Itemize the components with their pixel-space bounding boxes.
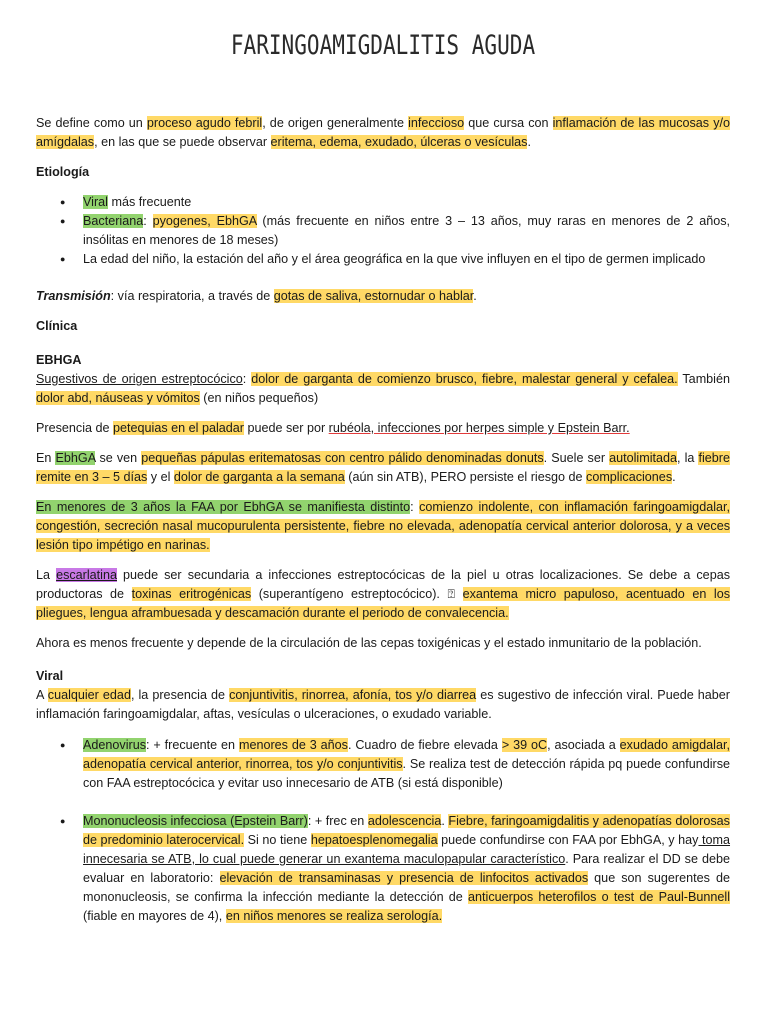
highlight: En menores de 3 años la FAA por EbhGA se manifiesta distinto: [36, 500, 411, 514]
text: puede ser secundaria a infecciones estreptocócicas de la piel u otras localizaciones. Se debe a cepas productoras de: [36, 568, 730, 601]
ebhga-paragraph-1: [36, 370, 730, 408]
text: , la: [677, 451, 699, 465]
text: La: [36, 568, 57, 582]
subsection-heading-ebhga: EBHGA: [36, 353, 82, 367]
text: Presencia de: [36, 421, 114, 435]
text: que cursa con: [464, 116, 553, 130]
highlight: exantema micro papuloso, acentuado en los pliegues, lengua aframbuesada y descamación durante el periodo de convalecencia.: [36, 587, 730, 620]
highlight: adolescencia: [367, 814, 442, 828]
text: : vía respiratoria, a través de: [110, 289, 274, 303]
text: puede ser por: [243, 421, 329, 435]
viral-list: [36, 736, 730, 926]
text: , en las que se puede observar: [94, 135, 271, 149]
highlight: petequias en el paladar: [113, 421, 244, 435]
text: .: [527, 135, 531, 149]
list-item: [83, 212, 730, 250]
highlight: cualquier edad: [47, 688, 131, 702]
highlight: exudado amigdalar, adenopatía cervical anterior, rinorrea, tos y/o conjuntivitis: [83, 738, 730, 771]
highlight: escarlatina: [56, 568, 117, 582]
section-heading-clinica: Clínica: [36, 319, 78, 333]
text: [455, 587, 463, 601]
text: (más frecuente en niños entre 3 – 13 años, muy raras en menores de 2 años, insólitas en menores de 18 meses): [83, 214, 731, 247]
text: , de origen generalmente: [262, 116, 409, 130]
text: : + frec en: [307, 814, 368, 828]
subsection-heading-viral: Viral: [36, 669, 64, 683]
text: La edad del niño, la estación del año y el área geográfica en la que vive influyen en el tipo de germen implicado: [83, 252, 706, 266]
text: :: [242, 372, 252, 386]
highlight: autolimitada: [609, 451, 678, 465]
highlight: > 39 oC: [501, 738, 548, 752]
text: se ven: [95, 451, 142, 465]
text: :: [143, 214, 153, 228]
text: . Cuadro de fiebre elevada: [347, 738, 502, 752]
highlight: conjuntivitis, rinorrea, afonía, tos y/o diarrea: [229, 688, 477, 702]
ebhga-paragraph-5: [36, 566, 730, 623]
missing-glyph-icon: ⍰: [447, 587, 456, 601]
highlight: Mononucleosis infecciosa (Epstein Barr): [83, 814, 308, 828]
highlight: proceso agudo febril: [146, 116, 263, 130]
ebhga-paragraph-4: [36, 498, 730, 555]
underlined-text: Sugestivos de origen estreptocócico: [36, 372, 243, 386]
text: (superantígeno estreptocócico).: [251, 587, 448, 601]
ebhga-paragraph-2: [36, 419, 730, 438]
section-heading-etiologia: Etiología: [36, 165, 90, 179]
intro-paragraph: [36, 114, 730, 152]
highlight: dolor abd, náuseas y vómitos: [36, 391, 200, 405]
highlight: fiebre remite en 3 – 5 días: [36, 451, 730, 484]
highlight: pyogenes, EbhGA: [152, 214, 257, 228]
etiologia-list: [36, 193, 730, 269]
text: : + frecuente en: [146, 738, 239, 752]
text: más frecuente: [107, 195, 192, 209]
highlight: pequeñas pápulas eritematosas con centro pálido denominadas donuts: [141, 451, 544, 465]
ebhga-paragraph-3: [36, 449, 730, 487]
highlight: dolor de garganta a la semana: [173, 470, 345, 484]
label: Transmisión: [36, 289, 111, 303]
highlight: en niños menores se realiza serología.: [225, 909, 443, 923]
text: (en niños pequeños): [199, 391, 319, 405]
highlight: complicaciones: [586, 470, 673, 484]
highlight: Adenovirus: [83, 738, 147, 752]
highlight: Viral: [83, 195, 108, 209]
underlined-text: toma innecesaria se ATB, lo cual puede generar un exantema maculopapular característico: [83, 833, 731, 866]
highlight: Fiebre, faringoamigdalitis y adenopatías dolorosas de predominio laterocervical.: [83, 814, 730, 847]
red-underlined-text: rubéola, infecciones por herpes simple y Epstein Barr.: [328, 421, 630, 435]
viral-paragraph-1: [36, 686, 730, 724]
text: , asociada a: [547, 738, 620, 752]
text: , la presencia de: [130, 688, 230, 702]
list-item: [83, 250, 730, 269]
text: A: [36, 688, 48, 702]
list-item: [83, 736, 730, 793]
highlight: menores de 3 años: [238, 738, 348, 752]
list-item: [83, 812, 730, 926]
text: que son sugerentes de mononucleosis, se confirma la infección mediante la detección de: [83, 871, 730, 904]
text: También: [677, 372, 730, 386]
text: (fiable en mayores de 4),: [83, 909, 226, 923]
highlight: inflamación de las mucosas y/o amígdalas: [36, 116, 730, 149]
text: Si no tiene: [244, 833, 311, 847]
page-title: FARINGOAMIGDALITIS AGUDA: [230, 30, 536, 61]
text: . Suele ser: [543, 451, 610, 465]
text: . Se realiza test de detección rápida pq puede confundirse con FAA estreptocócica y evitar uso innecesario de ATB (si está disponible): [83, 757, 730, 790]
transmision-paragraph: [36, 287, 730, 306]
text: y el: [147, 470, 174, 484]
highlight: dolor de garganta de comienzo brusco, fiebre, malestar general y cefalea.: [251, 372, 678, 386]
highlight: toxinas eritrogénicas: [131, 587, 252, 601]
text: (aún sin ATB), PERO persiste el riesgo de: [344, 470, 587, 484]
list-item: [83, 193, 730, 212]
text: :: [410, 500, 420, 514]
highlight: infeccioso: [408, 116, 465, 130]
highlight: comienzo indolente, con inflamación faringoamigdalar, congestión, secreción nasal mucopurulenta persistente, fiebre no elevada, adenopatía cervical anterior dolorosa, y a veces lesión tipo impétigo en narinas.: [36, 500, 730, 552]
text: .: [441, 814, 449, 828]
ebhga-paragraph-6: Ahora es menos frecuente y depende de la circulación de las cepas toxigénicas y el estado inmunitario de la población.: [36, 636, 702, 650]
text: En: [36, 451, 56, 465]
highlight: gotas de saliva, estornudar o hablar: [273, 289, 474, 303]
text: es sugestivo de infección viral. Puede haber inflamación faringoamigdalar, aftas, vesículas o ulceraciones, o exudado variable.: [36, 688, 730, 721]
text: .: [473, 289, 477, 303]
text: puede confundirse con FAA por EbhGA, y hay: [437, 833, 699, 847]
text: .: [672, 470, 676, 484]
text: Se define como un: [36, 116, 147, 130]
highlight: elevación de transaminasas y presencia de linfocitos activados: [219, 871, 589, 885]
highlight: hepatoesplenomegalia: [310, 833, 438, 847]
highlight: eritema, edema, exudado, úlceras o vesículas: [270, 135, 528, 149]
highlight: Bacteriana: [83, 214, 144, 228]
text: . Para realizar el DD se debe evaluar en laboratorio:: [83, 852, 730, 885]
highlight: EbhGA: [55, 451, 96, 465]
highlight: anticuerpos heterofilos o test de Paul-Bunnell: [468, 890, 730, 904]
